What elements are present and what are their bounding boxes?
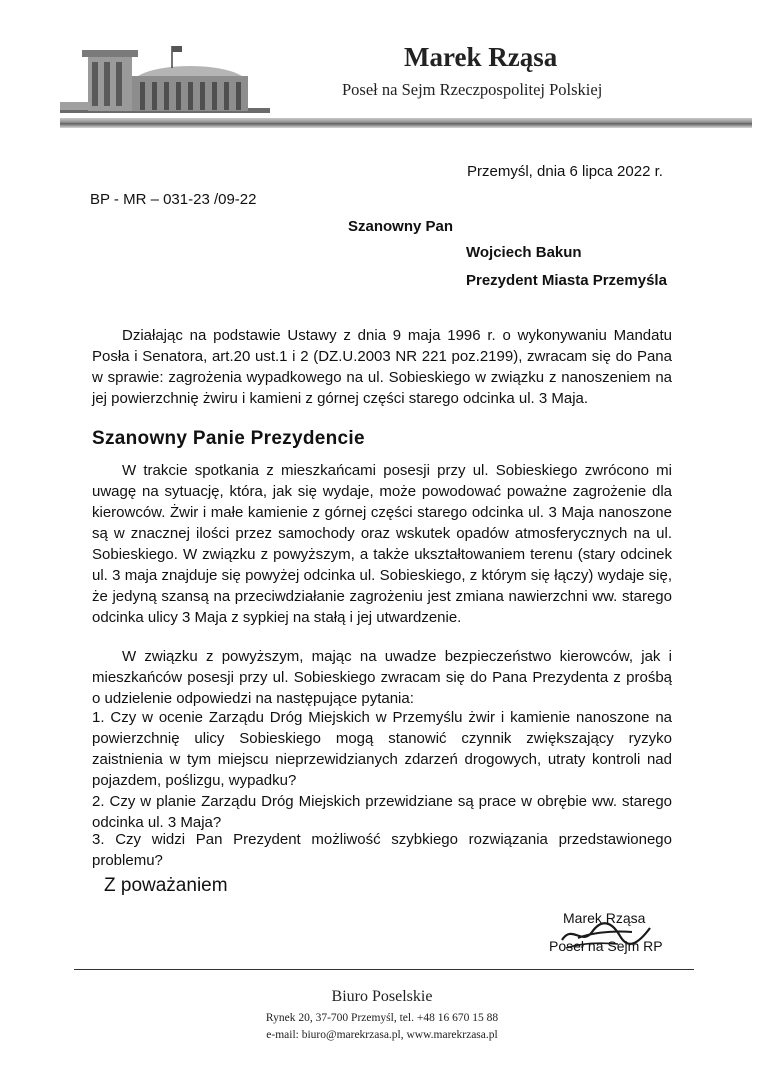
question-2: 2. Czy w planie Zarządu Dróg Miejskich przewidziane są prace w obrębie ww. starego odcinka ul. 3 Maja? <box>92 793 672 831</box>
closing: Z poważaniem <box>104 875 228 896</box>
office-contact: e-mail: biuro@marekrzasa.pl, www.marekrzasa.pl <box>266 1029 498 1041</box>
intro-paragraph: Działając na podstawie Ustawy z dnia 9 maja 1996 r. o wykonywaniu Mandatu Posła i Senatora, art.20 ust.1 i 2 (DZ.U.2003 NR 221 poz.2199), zwracam się do Pana w sprawie: zagrożenia wypadkowego na ul. Sobieskiego w związku z nanoszeniem na jej powierzchnię żwiru i kamieni z górnej części starego odcinka ul. 3 Maja. <box>92 327 672 407</box>
question-1: 1. Czy w ocenie Zarządu Dróg Miejskich w Przemyślu żwir i kamienie nanoszone na powierzchnię ulicy Sobieskiego mogą stanowić czynnik zwiększający ryzyko zaistnienia w tym miejscu nieprzewidzianych zdarzeń drogowych, utraty kontroli nad pojazdem, poślizgu, wypadku? <box>92 709 672 789</box>
footer-rule <box>74 969 694 970</box>
office-address: Rynek 20, 37-700 Przemyśl, tel. +48 16 670 15 88 <box>265 1012 499 1024</box>
body-paragraph-2: W związku z powyższym, mając na uwadze bezpieczeństwo kierowców, jak i mieszkańców posesji przy ul. Sobieskiego zwracam się do Pana Prezydenta z prośbą o udzielenie odpowiedzi na następujące pytania: <box>92 648 672 707</box>
signature-name: Marek Rząsa <box>563 910 646 926</box>
author-title: Poseł na Sejm Rzeczpospolitej Polskiej <box>342 80 603 99</box>
reference-number: BP - MR – 031-23 /09-22 <box>90 191 257 208</box>
office-title: Biuro Poselskie <box>331 988 433 1005</box>
recipient-salutation: Szanowny Pan <box>348 218 454 235</box>
body-paragraph-1: W trakcie spotkania z mieszkańcami posesji przy ul. Sobieskiego zwrócono mi uwagę na sytuację, która, jak się wydaje, może powodować poważne zagrożenie dla kierowców. Żwir i małe kamienie z górnej części starego odcinka ul. 3 Maja nanoszone są w znacznej ilości przez samochody oraz wskutek opadów atmosferycznych na ul. Sobieskiego. W związku z powyższym, a także ukształtowaniem terenu (stary odcinek ul. 3 maja znajduje się powyżej odcinka ul. Sobieskiego, z którym się łączy) wydaje się, że jedyną szansą na przeciwdziałanie zagrożeniu jest zmiana nawierzchni ww. starego odcinka ulicy 3 Maja z sypkiej na stałą i jej utwardzenie. <box>92 462 672 626</box>
recipient-title: Prezydent Miasta Przemyśla <box>466 272 667 289</box>
date-line: Przemyśl, dnia 6 lipca 2022 r. <box>467 163 663 180</box>
handwritten-signature <box>548 910 658 956</box>
signature-role: Poseł na Sejm RP <box>549 938 663 954</box>
author-name: Marek Rząsa <box>404 42 558 72</box>
question-3: 3. Czy widzi Pan Prezydent możliwość szybkiego rozwiązania przedstawionego problemu? <box>92 831 672 869</box>
sejm-building-icon <box>60 36 270 124</box>
letterhead-rule <box>60 118 752 128</box>
recipient-name: Wojciech Bakun <box>466 244 582 261</box>
greeting: Szanowny Panie Prezydencie <box>92 428 365 449</box>
